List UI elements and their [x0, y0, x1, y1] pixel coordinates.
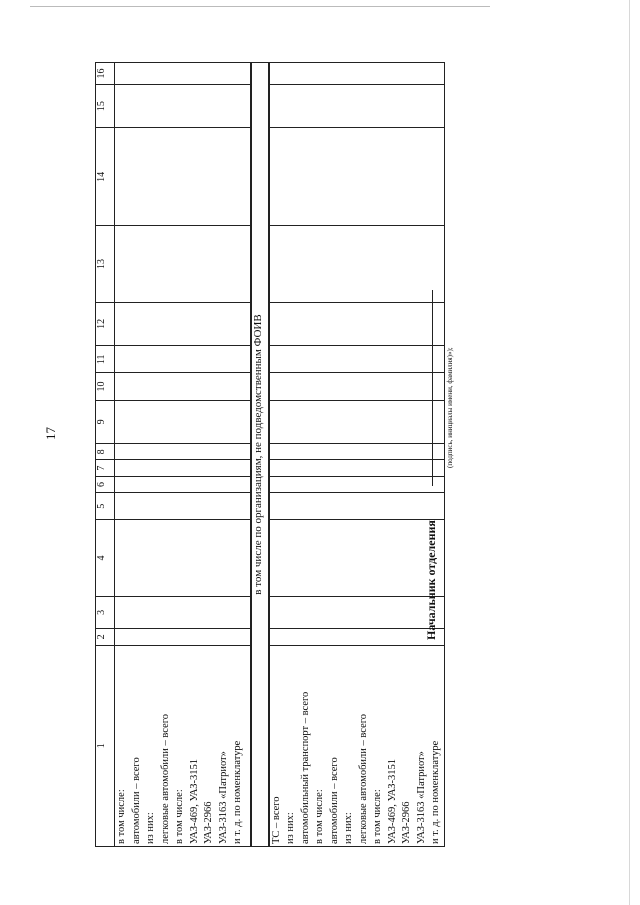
- empty-cell: [269, 493, 445, 520]
- label-line: в том числе:: [372, 789, 383, 844]
- label-line: ТС – всего: [270, 796, 282, 844]
- empty-cell: [269, 476, 445, 492]
- page-number: 17: [43, 427, 58, 440]
- col-number: 3: [96, 596, 115, 629]
- label-line: в том числе:: [314, 789, 325, 844]
- empty-cell: [115, 373, 251, 400]
- label-line: из них:: [343, 812, 354, 844]
- empty-cell: [115, 444, 251, 460]
- label-line: УАЗ-469, УАЗ-3151: [188, 758, 200, 844]
- label-line: и т. д. по номенклатуре: [430, 740, 441, 844]
- col-number: 9: [96, 400, 115, 444]
- empty-cell: [115, 400, 251, 444]
- col-number: 15: [96, 84, 115, 128]
- section-row: [251, 63, 269, 847]
- page-edge: [629, 0, 630, 905]
- empty-cell: [115, 629, 251, 645]
- label-line: УАЗ-3163 «Патриот»: [415, 751, 427, 844]
- label-line: УАЗ-2966: [401, 801, 412, 844]
- table-row-block2: [269, 63, 445, 847]
- col-number: 5: [96, 493, 115, 520]
- label-line: в том числе:: [174, 789, 185, 844]
- empty-cell: [269, 444, 445, 460]
- label-line: УАЗ-3163 «Патриот»: [217, 751, 229, 844]
- empty-cell: [115, 84, 251, 128]
- empty-cell: [269, 520, 445, 596]
- signature-caption: (подпись, инициалы имени, фамилия)»);: [446, 347, 454, 468]
- label-line: автомобили – всего: [130, 757, 142, 844]
- empty-cell: [269, 400, 445, 444]
- empty-cell: [115, 520, 251, 596]
- empty-cell: [115, 493, 251, 520]
- col-number: 13: [96, 226, 115, 302]
- label-line: в том числе:: [116, 789, 127, 844]
- label-line: легковые автомобили – всего: [357, 713, 369, 844]
- empty-cell: [115, 460, 251, 476]
- section-title: в том числе по организациям, не подведомственным ФОИВ: [251, 63, 269, 847]
- empty-cell: [269, 63, 445, 85]
- col-number: 7: [96, 460, 115, 476]
- label-line: из них:: [145, 812, 156, 844]
- empty-cell: [269, 84, 445, 128]
- col-number: 4: [96, 520, 115, 596]
- col-number: 11: [96, 346, 115, 373]
- empty-cell: [115, 128, 251, 226]
- col-number: 2: [96, 629, 115, 645]
- label-line: автомобили – всего: [328, 757, 340, 844]
- signature-title: Начальник отделения: [424, 520, 438, 640]
- empty-cell: [269, 629, 445, 645]
- label-line: и т. д. по номенклатуре: [232, 740, 243, 844]
- empty-cell: [269, 460, 445, 476]
- col-number: 12: [96, 302, 115, 346]
- col-number: 1: [96, 645, 115, 846]
- table-row-block1: [115, 63, 251, 847]
- label-line: легковые автомобили – всего: [159, 713, 171, 844]
- row-label-block1: [115, 645, 251, 846]
- signature-line: [432, 290, 433, 486]
- label-line: УАЗ-469, УАЗ-3151: [386, 758, 398, 844]
- empty-cell: [115, 596, 251, 629]
- col-number: 6: [96, 476, 115, 492]
- label-line: из них:: [285, 812, 296, 844]
- empty-cell: [269, 302, 445, 346]
- col-number: 16: [96, 63, 115, 85]
- col-number: 10: [96, 373, 115, 400]
- label-line: УАЗ-2966: [203, 801, 214, 844]
- empty-cell: [115, 476, 251, 492]
- empty-cell: [269, 346, 445, 373]
- empty-cell: [115, 346, 251, 373]
- label-line: автомобильный транспорт – всего: [299, 691, 311, 844]
- top-rule: [30, 6, 490, 7]
- empty-cell: [269, 373, 445, 400]
- empty-cell: [115, 226, 251, 302]
- empty-cell: [269, 128, 445, 226]
- empty-cell: [269, 226, 445, 302]
- report-table: [95, 62, 445, 847]
- empty-cell: [269, 596, 445, 629]
- row-label-block2: [269, 645, 445, 846]
- col-number: 8: [96, 444, 115, 460]
- column-number-row: [96, 63, 115, 847]
- empty-cell: [115, 63, 251, 85]
- col-number: 14: [96, 128, 115, 226]
- empty-cell: [115, 302, 251, 346]
